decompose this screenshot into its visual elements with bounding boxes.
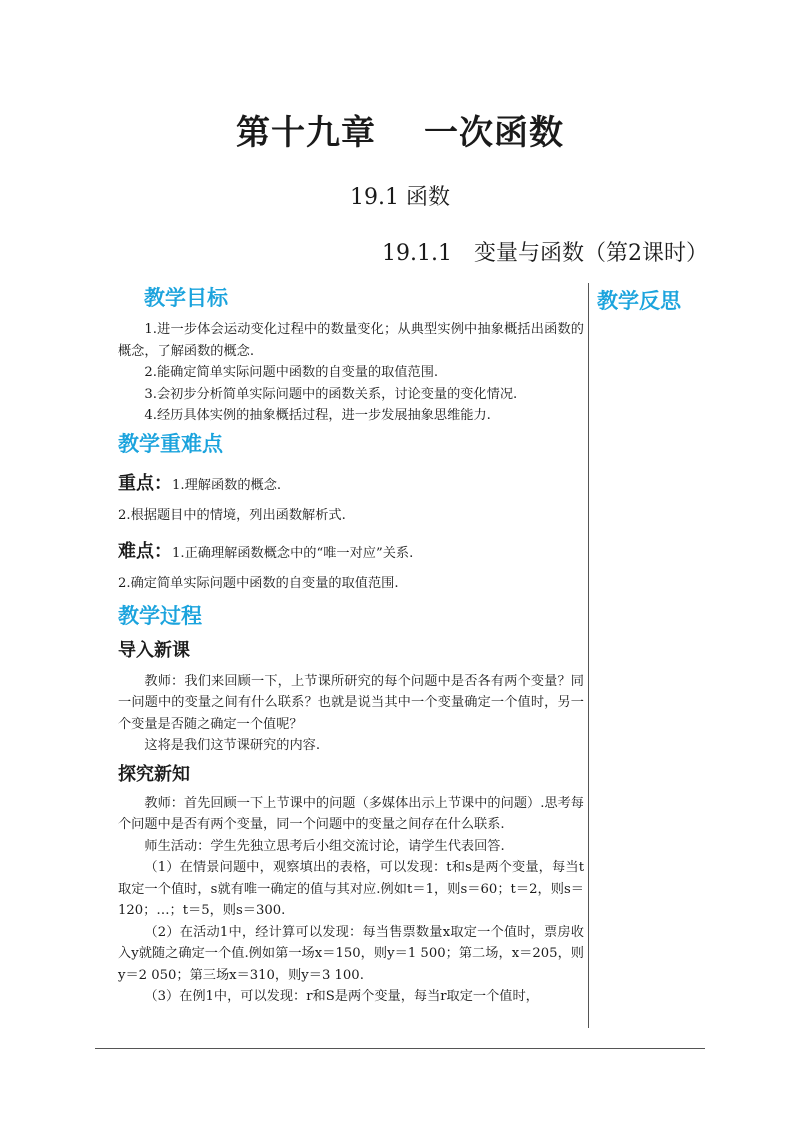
chapter-name: 一次函数 — [424, 113, 564, 153]
process-heading: 教学过程 — [118, 603, 202, 628]
keypoints-heading: 教学重难点 — [118, 431, 223, 456]
intro-heading: 导入新课 — [118, 639, 190, 661]
focus-item: 2.根据题目中的情境，列出函数解析式. — [118, 507, 346, 523]
explore-paragraph: （3）在例1中，可以发现：r和S是两个变量，每当r取定一个值时， — [144, 989, 539, 1004]
explore-paragraph: 教师：首先回顾一下上节课中的问题（多媒体出示上节课中的问题）.思考每个问题中是否有两个变量，同一个问题中的变量之间存在什么联系. — [118, 795, 584, 832]
objective-item: 2.能确定简单实际问题中函数的自变量的取值范围. — [144, 365, 439, 380]
difficulty-row — [118, 537, 584, 569]
bottom-rule — [95, 1048, 705, 1049]
explore-heading: 探究新知 — [118, 763, 190, 785]
objective-item: 3.会初步分析简单实际问题中的函数关系，讨论变量的变化情况. — [144, 386, 518, 402]
explore-paragraph: （2）在活动1中，经计算可以发现：每当售票数量x取定一个值时，票房收入y就随之确定一个值.例如第一场x＝150，则y＝1 500；第二场，x＝205，则y＝2 050；第三场x＝310，则y＝3 100. — [118, 924, 584, 983]
objective-item: 1.进一步体会运动变化过程中的数量变化；从典型实例中抽象概括出函数的概念，了解函数的概念. — [118, 322, 584, 359]
focus-label: 重点： — [118, 472, 172, 494]
reflection-heading: 教学反思 — [597, 289, 681, 313]
objectives-heading: 教学目标 — [144, 286, 228, 310]
objective-item: 4.经历具体实例的抽象概括过程，进一步发展抽象思维能力. — [144, 408, 491, 423]
chapter-number: 第十九章 — [236, 113, 376, 153]
column-divider — [588, 283, 589, 1028]
subsection-title: 19.1.1 变量与函数（第2课时） — [382, 241, 708, 266]
focus-row — [118, 469, 584, 501]
intro-paragraph: 教师：我们来回顾一下，上节课所研究的每个问题中是否各有两个变量？同一问题中的变量之间有什么联系？也就是说当其中一个变量确定一个值时，另一个变量是否随之确定一个值呢？ — [118, 673, 584, 732]
explore-paragraph: 师生活动：学生先独立思考后小组交流讨论，请学生代表回答. — [144, 838, 505, 854]
section-title: 19.1 函数 — [350, 185, 450, 210]
explore-paragraph: （1）在情景问题中，观察填出的表格，可以发现：t和s是两个变量，每当t取定一个值时，s就有唯一确定的值与其对应.例如t＝1，则s＝60；t＝2，则s＝120；…；t＝5，则s＝300. — [118, 860, 584, 918]
chapter-title — [0, 105, 800, 154]
main-column — [118, 283, 584, 1008]
intro-paragraph: 这将是我们这节课研究的内容. — [144, 738, 321, 753]
difficulty-label: 难点： — [118, 540, 172, 562]
difficulty-item: 2.确定简单实际问题中函数的自变量的取值范围. — [118, 575, 399, 591]
difficulty-item: 1.正确理解函数概念中的“唯一对应”关系. — [172, 545, 414, 561]
focus-item: 1.理解函数的概念. — [172, 477, 282, 493]
